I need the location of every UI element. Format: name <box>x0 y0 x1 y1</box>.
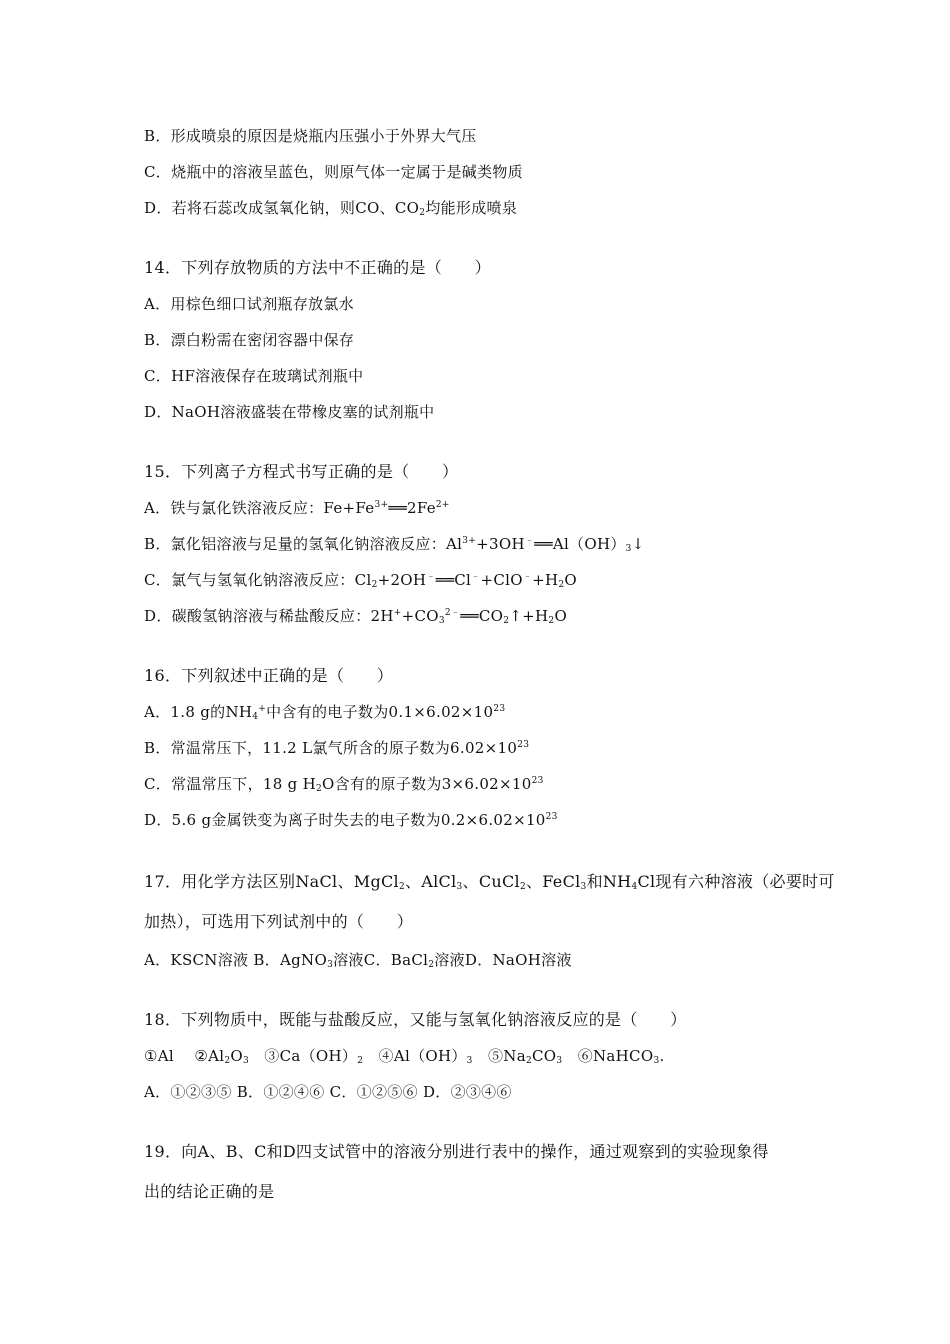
q19-stem-line1: 19．向A、B、C和D四支试管中的溶液分别进行表中的操作，通过观察到的实验现象得 <box>144 1142 769 1161</box>
q18-options: A．①②③⑤ B．①②④⑥ C．①②⑤⑥ D．②③④⑥ <box>144 1083 512 1101</box>
q17-stem-line1: 17．用化学方法区别NaCl、MgCl$_2$、AlCl$_3$、CuCl$_2$、FeCl$_3$和$NH_4Cl$现有六种溶液（必要时可 <box>144 872 835 892</box>
q15-option-b: B．氯化铝溶液与足量的氢氧化钠溶液反应：$Al^{3+}+3OH^﹣══Al(OH)_3↓$ <box>144 535 645 554</box>
q15-option-a: A．铁与氯化铁溶液反应：$Fe+Fe^{3+}══2Fe^{2+}$ <box>144 499 450 517</box>
q14-option-c: C．HF溶液保存在玻璃试剂瓶中 <box>144 367 364 385</box>
q13-option-d: D．若将石蕊改成氢氧化钠，则CO、$CO_2$均能形成喷泉 <box>144 199 518 218</box>
q16-option-d: D．5.6 g金属铁变为离子时失去的电子数为$0.2\times 6.02\times 10^{23}$ <box>144 811 558 829</box>
q18-items: ①Al $②Al_2O_3$ $③Ca(OH)_2$ $④Al(OH)_3$ $⑤Na_2CO_3$ ⑥NaHCO$_3$. <box>144 1047 665 1066</box>
q14-option-a: A．用棕色细口试剂瓶存放氯水 <box>144 295 355 313</box>
q14-option-d: D．NaOH溶液盛装在带橡皮塞的试剂瓶中 <box>144 403 435 421</box>
q16-option-c: C．常温常压下，18 g $H_2O$含有的原子数为$3\times 6.02\times 10^{23}$ <box>144 775 544 794</box>
q16-option-a: A．1.8 g的$NH_4^+$中含有的电子数为$0.1\times 6.02\times 10^{23}$ <box>144 703 506 722</box>
q13-option-b: B．形成喷泉的原因是烧瓶内压强小于外界大气压 <box>144 127 477 145</box>
q16-stem: 16．下列叙述中正确的是（ ） <box>144 666 394 685</box>
q18-stem: 18．下列物质中，既能与盐酸反应，又能与氢氧化钠溶液反应的是（ ） <box>144 1010 687 1029</box>
q14-option-b: B．漂白粉需在密闭容器中保存 <box>144 331 355 349</box>
q15-option-d: D．碳酸氢钠溶液与稀盐酸反应：$2H^++CO_3^{2﹣}══CO_2↑+H_2O$ <box>144 607 568 626</box>
q16-option-b: B．常温常压下，11.2 L氯气所含的原子数为$6.02\times 10^{23}$ <box>144 739 530 757</box>
q15-stem: 15．下列离子方程式书写正确的是（ ） <box>144 462 459 481</box>
q17-options: A．KSCN溶液 B．AgNO$_3$溶液C．BaCl$_2$溶液D．NaOH溶液 <box>144 951 572 970</box>
q13-option-c: C．烧瓶中的溶液呈蓝色，则原气体一定属于是碱类物质 <box>144 163 523 181</box>
q17-stem-line2: 加热），可选用下列试剂中的（ ） <box>144 912 414 931</box>
q15-option-c: C．氯气与氢氧化钠溶液反应：$Cl_2+2OH^﹣══Cl^﹣+ClO^﹣+H_2O$ <box>144 571 578 590</box>
q19-stem-line2: 出的结论正确的是 <box>144 1182 275 1201</box>
q14-stem: 14．下列存放物质的方法中不正确的是（ ） <box>144 258 491 277</box>
